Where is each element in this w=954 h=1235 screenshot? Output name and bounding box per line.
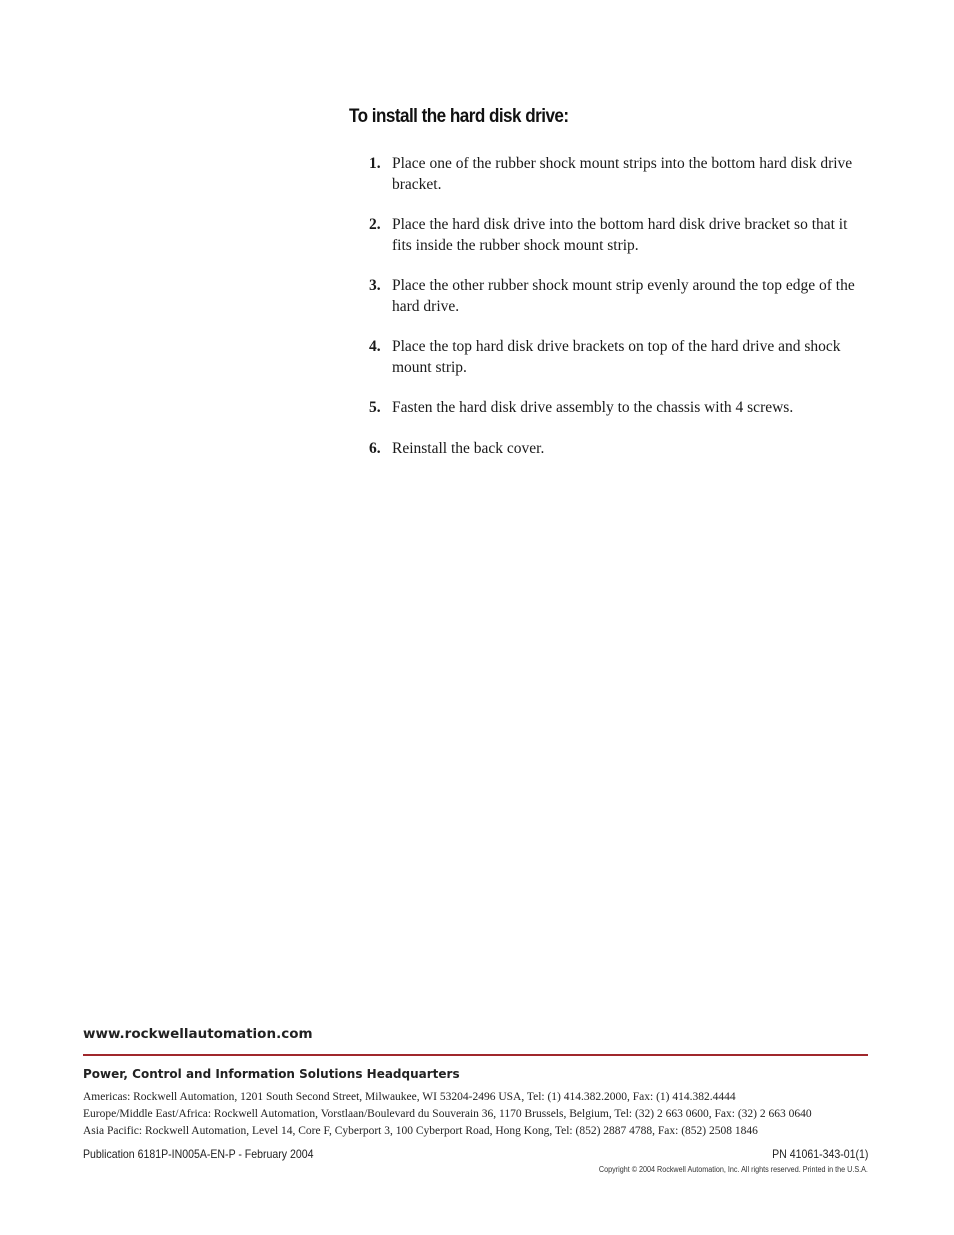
- step-text: Reinstall the back cover.: [392, 439, 545, 457]
- step-text: Fasten the hard disk drive assembly to the chassis with 4 screws.: [392, 399, 794, 416]
- step-number: 3.: [369, 277, 381, 294]
- step-item: [369, 337, 869, 378]
- americas-address: Americas: Rockwell Automation, 1201 South Second Street, Milwaukee, WI 53204-2496 USA, Tel: (1) 414.382.2000, Fax: (1) 414.382.4444: [83, 1091, 736, 1103]
- step-item: [369, 276, 869, 317]
- step-number: 2.: [369, 216, 381, 233]
- footer-divider: [83, 1054, 868, 1056]
- headquarters-title: Power, Control and Information Solutions Headquarters: [83, 1067, 460, 1081]
- step-text: Place the top hard disk drive brackets on top of the hard drive and shock mount strip.: [392, 338, 841, 376]
- part-number: PN 41061-343-01(1): [771, 1147, 868, 1161]
- copyright-notice: Copyright © 2004 Rockwell Automation, Inc. All rights reserved. Printed in the U.S.A.: [598, 1165, 868, 1174]
- section-heading: To install the hard disk drive:: [349, 106, 569, 127]
- step-text: Place the other rubber shock mount strip evenly around the top edge of the hard drive.: [392, 277, 855, 315]
- step-item: [369, 154, 869, 195]
- step-number: 5.: [369, 399, 381, 416]
- step-item: [369, 439, 869, 460]
- step-item: [369, 398, 869, 419]
- install-steps-list: [369, 154, 869, 459]
- step-number: 6.: [369, 439, 381, 457]
- step-item: [369, 215, 869, 256]
- step-text: Place one of the rubber shock mount strips into the bottom hard disk drive bracket.: [392, 155, 853, 193]
- publication-number: Publication 6181P-IN005A-EN-P - February 2004: [83, 1147, 314, 1161]
- step-number: 1.: [369, 155, 381, 172]
- step-number: 4.: [369, 338, 381, 355]
- europe-address: Europe/Middle East/Africa: Rockwell Automation, Vorstlaan/Boulevard du Souverain 36, 1170 Brussels, Belgium, Tel: (32) 2 663 0600, Fax: (32) 2 663 0640: [83, 1108, 812, 1120]
- asia-pacific-address: Asia Pacific: Rockwell Automation, Level 14, Core F, Cyberport 3, 100 Cyberport Road, Hong Kong, Tel: (852) 2887 4788, Fax: (852) 2508 1846: [83, 1125, 758, 1137]
- website-link[interactable]: www.rockwellautomation.com: [83, 1026, 313, 1042]
- step-text: Place the hard disk drive into the bottom hard disk drive bracket so that it fits inside the rubber shock mount strip.: [392, 216, 848, 254]
